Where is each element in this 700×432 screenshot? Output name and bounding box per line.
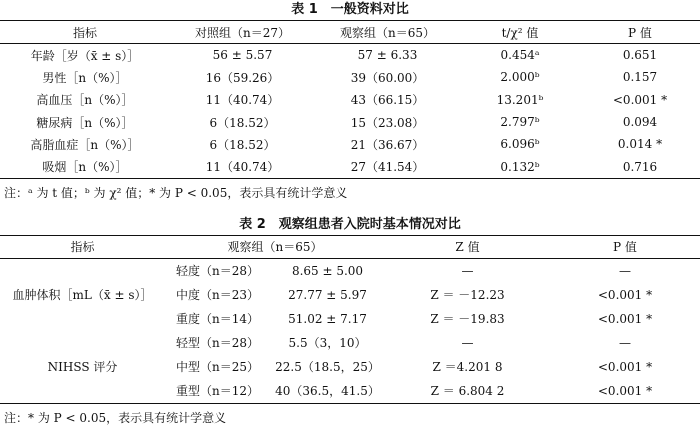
table-row xyxy=(0,66,700,88)
table2-cell: <0.001 * xyxy=(597,383,653,398)
table1-header-row xyxy=(0,21,700,44)
table-row xyxy=(0,133,700,155)
table2-header-cell: P 值 xyxy=(550,235,700,258)
table1-cell: 高血压［n（%）］ xyxy=(36,93,134,108)
table2-header-cell: 指标 xyxy=(0,235,165,258)
table2-cell: Z ＝ －12.23 xyxy=(430,288,505,303)
table2-note: 注：* 为 P < 0.05，表示具有统计学意义 xyxy=(4,410,227,425)
table2-cell: 27.77 ± 5.97 xyxy=(288,287,367,302)
table2-group-label: 血肿体积［mL（x̄ ± s）］ xyxy=(12,288,153,303)
table2-cell: 8.65 ± 5.00 xyxy=(291,263,364,278)
table1-cell: <0.001 * xyxy=(612,92,668,107)
table2-cell: 中型（n＝25） xyxy=(176,360,259,375)
table-row xyxy=(0,44,700,67)
table1-caption: 表 1 一般资料对比 xyxy=(291,2,409,17)
table2-cell: — xyxy=(461,335,474,350)
table2-cell: — xyxy=(461,263,474,278)
table1-cell: 0.651 xyxy=(622,48,658,63)
table1-cell: 0.132ᵇ xyxy=(500,159,540,174)
table2-cell: <0.001 * xyxy=(597,311,653,326)
table1-cell: 年龄［岁（x̄ ± s）］ xyxy=(30,48,140,63)
table2-cell: Z ＝4.201 8 xyxy=(432,360,503,375)
table1-cell: 56 ± 5.57 xyxy=(212,48,273,63)
table2-cell: — xyxy=(619,335,631,350)
table1-header-cell: 指标 xyxy=(0,21,170,44)
table2-cell: Z ＝ －19.83 xyxy=(430,312,505,327)
table-row xyxy=(0,155,700,178)
table2-cell: 轻型（n＝28） xyxy=(176,336,259,351)
table2 xyxy=(0,235,700,404)
table1-cell: 6.096ᵇ xyxy=(500,137,540,152)
table1-cell: 0.014 * xyxy=(617,137,663,152)
table-row xyxy=(0,89,700,111)
table1 xyxy=(0,20,700,179)
table-row xyxy=(0,111,700,133)
table1-cell: 16（59.26） xyxy=(205,70,280,85)
table1-cell: 吸烟［n（%）］ xyxy=(42,160,128,175)
table1-cell: 21（36.67） xyxy=(350,137,425,152)
table1-cell: 2.000ᵇ xyxy=(500,70,540,85)
table2-cell: 5.5（3，10） xyxy=(288,336,367,351)
table1-cell: 糖尿病［n（%）］ xyxy=(36,115,134,130)
table2-cell: Z ＝ 6.804 2 xyxy=(430,384,505,399)
table1-header-cell: 观察组（n＝65） xyxy=(315,21,460,44)
table2-cell: 重度（n＝14） xyxy=(176,312,259,327)
table1-header-cell: t/χ² 值 xyxy=(460,21,580,44)
table2-cell: <0.001 * xyxy=(597,287,653,302)
table2-cell: — xyxy=(619,263,631,278)
table1-cell: 男性［n（%）］ xyxy=(42,70,128,85)
table1-cell: 6（18.52） xyxy=(209,137,276,152)
table2-group-label: NIHSS 评分 xyxy=(47,360,118,375)
table1-cell: 15（23.08） xyxy=(350,115,425,130)
table2-cell: 22.5（18.5，25） xyxy=(275,360,380,375)
table2-header-cell: 观察组（n＝65） xyxy=(165,235,385,258)
table2-cell: 51.02 ± 7.17 xyxy=(288,311,367,326)
table1-cell: 27（41.54） xyxy=(350,160,425,175)
table1-cell: 2.797ᵇ xyxy=(500,115,540,130)
table1-note: 注：ᵃ 为 t 值；ᵇ 为 χ² 值；* 为 P < 0.05，表示具有统计学意义 xyxy=(4,185,348,200)
table1-cell: 11（40.74） xyxy=(205,160,280,175)
table1-cell: 39（60.00） xyxy=(350,70,425,85)
table1-cell: 0.716 xyxy=(622,159,658,174)
table1-cell: 0.454ᵃ xyxy=(500,48,540,63)
table-row xyxy=(0,258,700,283)
table1-cell: 11（40.74） xyxy=(205,93,280,108)
table1-cell: 57 ± 6.33 xyxy=(357,48,418,63)
table1-cell: 13.201ᵇ xyxy=(496,92,544,107)
table1-cell: 0.157 xyxy=(622,70,658,85)
table1-cell: 0.094 xyxy=(622,115,658,130)
table2-caption: 表 2 观察组患者入院时基本情况对比 xyxy=(239,216,461,232)
table2-header-row xyxy=(0,235,700,258)
table2-cell: 中度（n＝23） xyxy=(176,288,259,303)
table1-cell: 高脂血症［n（%）］ xyxy=(30,137,140,152)
table1-cell: 43（66.15） xyxy=(350,93,425,108)
table-row xyxy=(0,331,700,355)
table2-cell: <0.001 * xyxy=(597,359,653,374)
table2-cell: 40（36.5，41.5） xyxy=(275,384,380,399)
table1-header-cell: P 值 xyxy=(580,21,700,44)
table2-cell: 重型（n＝12） xyxy=(176,384,259,399)
table2-cell: 轻度（n＝28） xyxy=(176,264,259,279)
table1-cell: 6（18.52） xyxy=(209,115,276,130)
table2-header-cell: Z 值 xyxy=(385,235,550,258)
spacer xyxy=(0,207,700,215)
table1-header-cell: 对照组（n＝27） xyxy=(170,21,315,44)
